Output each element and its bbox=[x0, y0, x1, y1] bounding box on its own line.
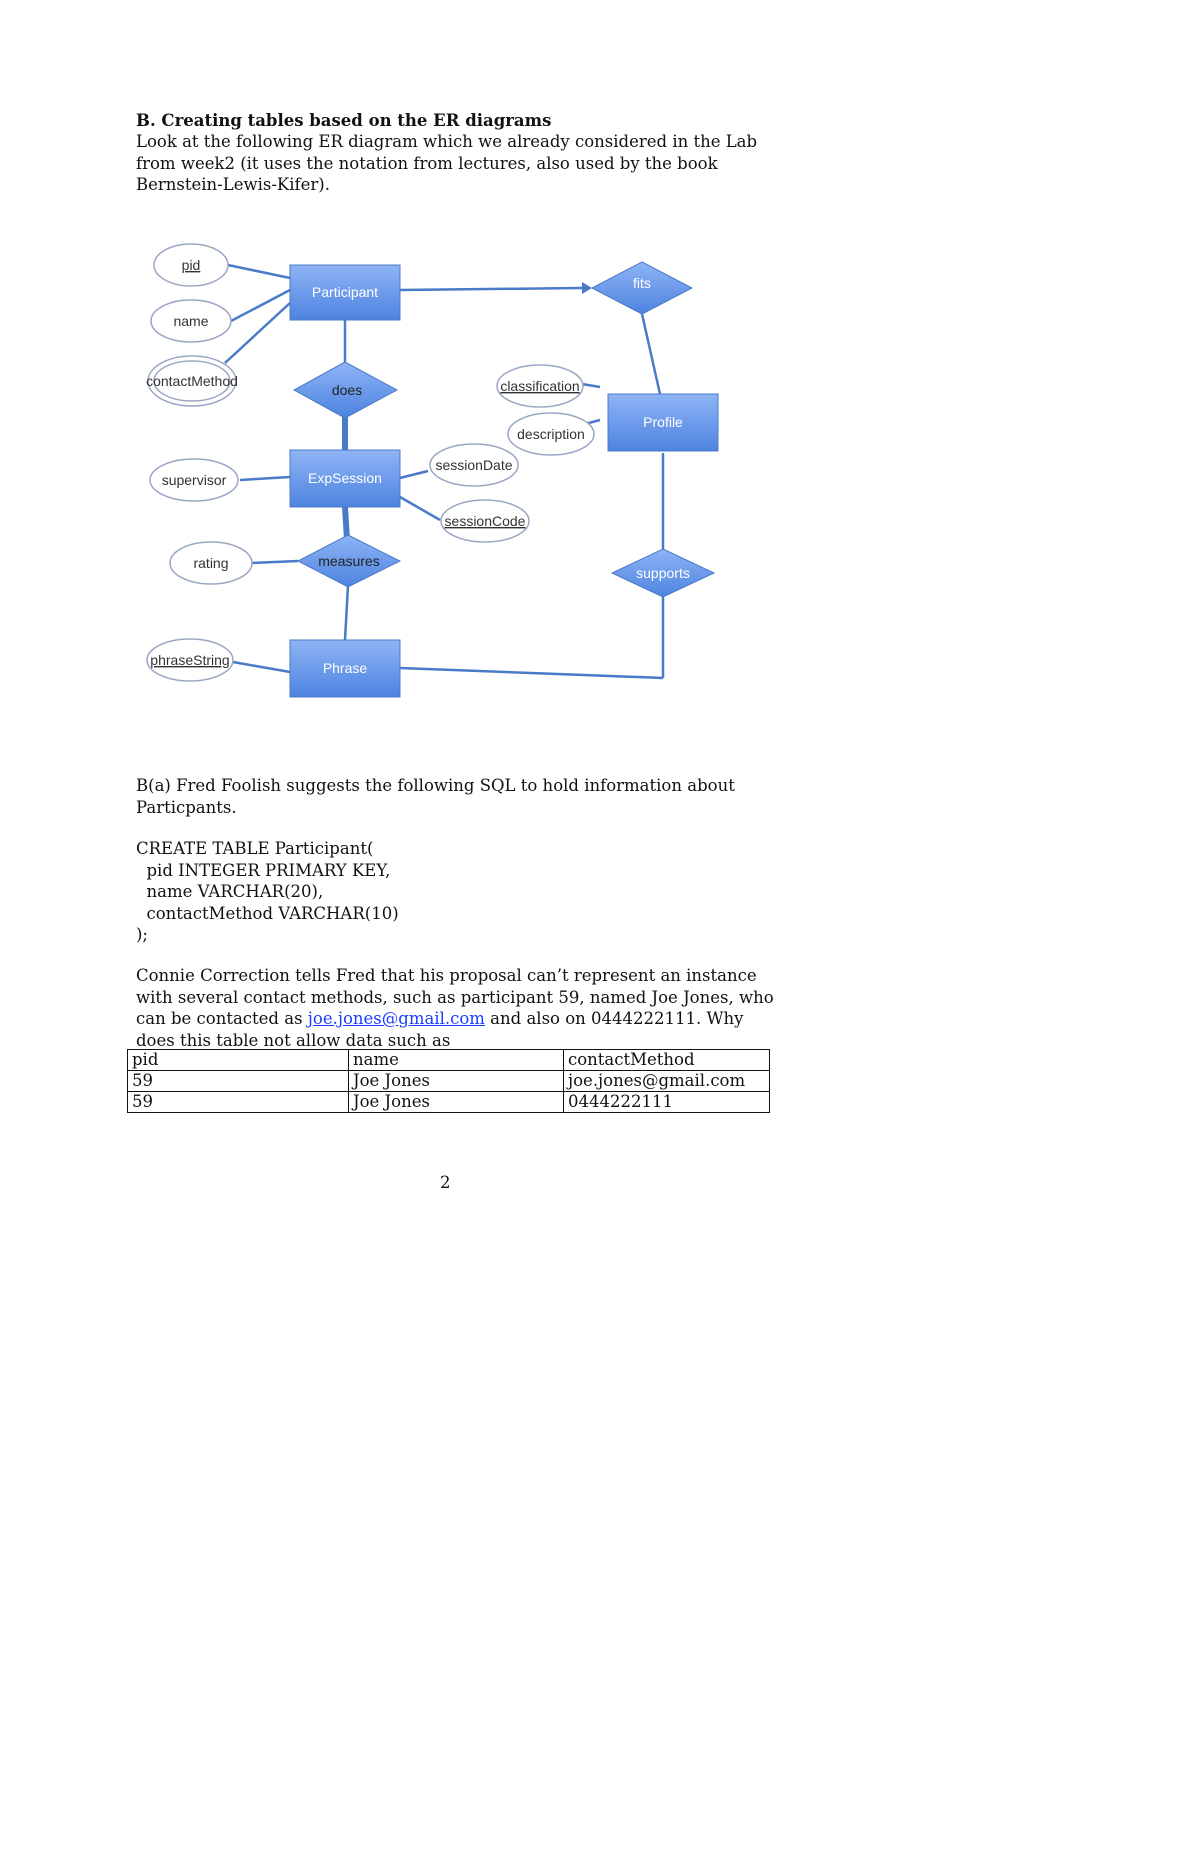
line-contactmethod-participant bbox=[225, 303, 290, 363]
attribute-contactmethod-label: contactMethod bbox=[146, 373, 238, 389]
sql-code: CREATE TABLE Participant( pid INTEGER PRIMARY KEY, name VARCHAR(20), contactMethod VARCHAR(10) ); bbox=[136, 839, 399, 944]
header-pid: pid bbox=[128, 1050, 349, 1071]
attribute-rating bbox=[170, 542, 252, 584]
email-link[interactable]: joe.jones@gmail.com bbox=[307, 1009, 485, 1028]
relationship-supports bbox=[612, 549, 714, 597]
attribute-phrasestring-label: phraseString bbox=[150, 652, 230, 668]
attribute-classification bbox=[497, 365, 583, 407]
cell-pid: 59 bbox=[128, 1071, 349, 1092]
attribute-contactmethod-multivalued bbox=[146, 356, 238, 406]
table-row bbox=[128, 1071, 770, 1092]
attribute-supervisor bbox=[150, 459, 238, 501]
attribute-pid bbox=[154, 244, 228, 286]
entity-participant-label: Participant bbox=[311, 284, 379, 300]
entity-expsession-label: ExpSession bbox=[308, 470, 382, 486]
attribute-rating-label: rating bbox=[193, 555, 229, 571]
table-header-row bbox=[128, 1050, 770, 1071]
line-expsession-sessiondate bbox=[400, 471, 428, 478]
attribute-phrasestring bbox=[147, 639, 233, 681]
attribute-pid-label: pid bbox=[181, 257, 201, 273]
relationship-fits bbox=[592, 262, 692, 314]
intro-paragraph: Look at the following ER diagram which we already considered in the Lab from week2 (it uses the notation from lectures, also used by the book Bernstein-Lewis-Kifer). bbox=[136, 132, 758, 194]
relationship-measures bbox=[298, 535, 400, 587]
entity-profile bbox=[608, 394, 718, 451]
line-measures-phrase bbox=[345, 585, 348, 640]
cell-name: Joe Jones bbox=[349, 1092, 564, 1113]
attribute-sessioncode bbox=[441, 500, 529, 542]
relationship-does-label: does bbox=[331, 382, 363, 398]
cell-contactmethod: 0444222111 bbox=[564, 1092, 770, 1113]
question-intro: B(a) Fred Foolish suggests the following SQL to hold information about Particpants. bbox=[136, 776, 735, 817]
relationship-fits-label: fits bbox=[633, 275, 651, 291]
line-name-participant bbox=[231, 290, 290, 321]
line-rating-measures bbox=[252, 561, 298, 563]
section-heading: B. Creating tables based on the ER diagrams bbox=[136, 111, 552, 130]
line-fits-profile bbox=[642, 314, 660, 394]
relationship-supports-label: supports bbox=[636, 565, 690, 581]
attribute-sessioncode-label: sessionCode bbox=[444, 513, 526, 529]
attribute-sessiondate bbox=[430, 444, 518, 486]
line-phrasestring-phrase bbox=[233, 662, 290, 672]
attribute-supervisor-label: supervisor bbox=[161, 472, 227, 488]
page-number: 2 bbox=[440, 1173, 451, 1192]
sample-data-table bbox=[127, 1049, 770, 1113]
entity-profile-label: Profile bbox=[643, 414, 683, 430]
attribute-classification-label: classification bbox=[500, 378, 580, 394]
entity-phrase bbox=[290, 640, 400, 697]
line-pid-participant bbox=[228, 265, 290, 278]
attribute-sessiondate-label: sessionDate bbox=[435, 457, 513, 473]
line-participant-fits bbox=[400, 288, 582, 290]
attribute-name bbox=[151, 300, 231, 342]
connie-text-before: Connie Correction tells Fred that his proposal can’t represent an instance with several contact methods, such as participant 59, named Joe Jones, who can be contacted as bbox=[136, 966, 774, 1028]
line-supervisor-expsession bbox=[240, 477, 290, 480]
cell-name: Joe Jones bbox=[349, 1071, 564, 1092]
table-row bbox=[128, 1092, 770, 1113]
arrow-fits bbox=[582, 282, 592, 294]
relationship-does bbox=[294, 362, 397, 418]
header-name: name bbox=[349, 1050, 564, 1071]
entity-expsession bbox=[290, 450, 400, 507]
line-expsession-sessioncode bbox=[400, 497, 440, 520]
connie-text-after: and also on 0444222111. Why does this table not allow data such as bbox=[136, 1009, 744, 1050]
line-expsession-measures bbox=[345, 507, 347, 540]
attribute-description-label: description bbox=[517, 426, 585, 442]
header-contactmethod: contactMethod bbox=[564, 1050, 770, 1071]
cell-pid: 59 bbox=[128, 1092, 349, 1113]
line-phrase-supports bbox=[400, 668, 663, 678]
attribute-name-label: name bbox=[173, 313, 209, 329]
attribute-description bbox=[508, 413, 594, 455]
connie-paragraph bbox=[136, 965, 776, 1051]
entity-phrase-label: Phrase bbox=[322, 660, 368, 676]
relationship-measures-label: measures bbox=[318, 553, 380, 569]
entity-participant bbox=[290, 265, 400, 320]
cell-contactmethod: joe.jones@gmail.com bbox=[564, 1071, 770, 1092]
er-diagram bbox=[130, 235, 740, 725]
